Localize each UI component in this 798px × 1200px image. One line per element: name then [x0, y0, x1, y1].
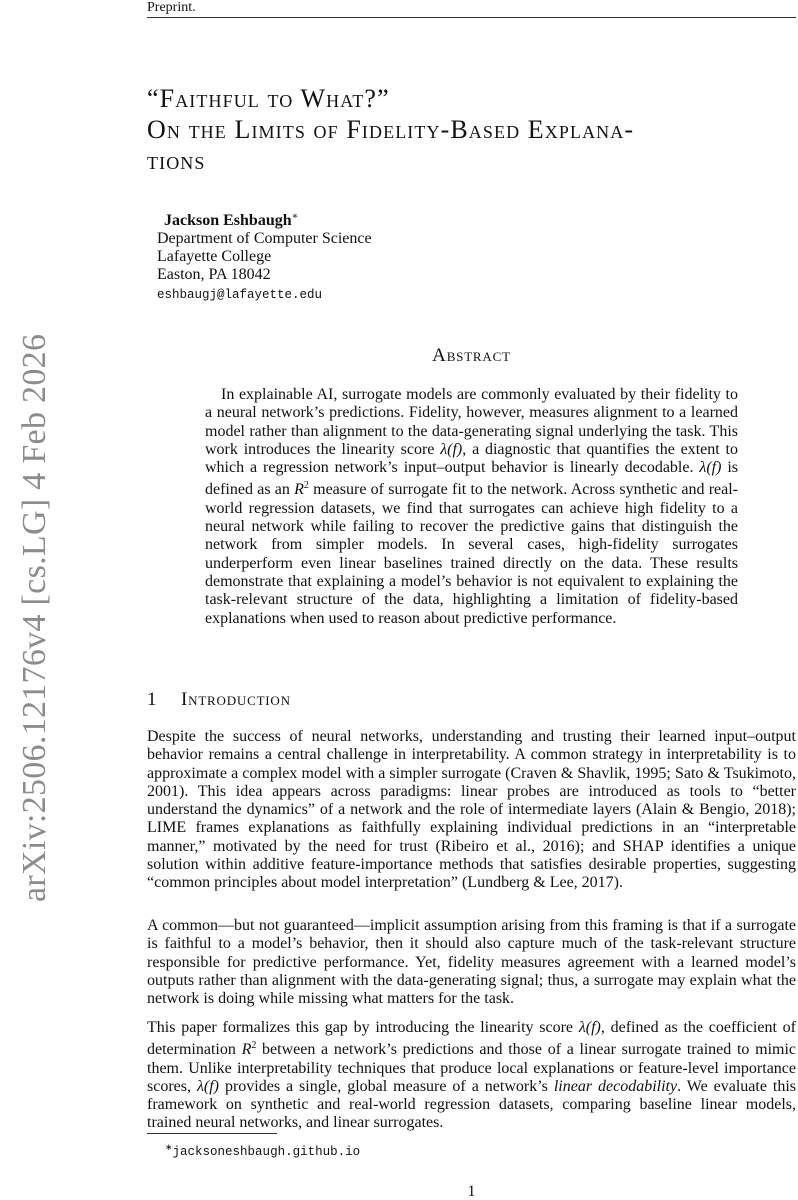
- running-header: [147, 0, 796, 18]
- p3-text-e: . We evaluate this framework on synthetic and real-world regression datasets, comparing baseline linear models, trained neural networks, and linear surrogates.: [147, 1077, 797, 1132]
- author-email: eshbaugj@lafayette.edu: [157, 288, 323, 302]
- p3-text-a: This paper formalizes this gap by introducing the linearity score: [147, 1019, 579, 1036]
- arxiv-identifier: arXiv:2506.12176v4 [cs.LG] 4 Feb 2026: [16, 333, 53, 902]
- abstract-r2-exp: 2: [303, 480, 309, 492]
- footnote-divider: [147, 1133, 277, 1134]
- p3-lambda: λ(f): [578, 1019, 601, 1036]
- author-location: Easton, PA 18042: [157, 266, 271, 283]
- p3-r2-base: R: [241, 1041, 252, 1059]
- abstract-lambda-2: λ(f): [699, 459, 722, 477]
- paper-title: [147, 83, 797, 176]
- footnote-mark: ∗: [165, 1142, 173, 1152]
- running-title: Preprint.: [147, 0, 196, 15]
- section-title: Introduction: [181, 689, 291, 710]
- author-footnote-mark: ∗: [291, 211, 299, 222]
- footnote-link[interactable]: jacksoneshbaugh.github.io: [172, 1145, 361, 1159]
- abstract-text-d: measure of surrogate fit to the network. Across synthetic and real-world regression datasets, we find that surrogates can achieve high fidelity to a neural network while failing to recover the predictive gains that distinguish the network from simpler models. In several cases, high-fidelity surrogates underperform even linear baselines trained directly on the data. These results demonstrate that explaining a model’s behavior is not equivalent to explaining the task-relevant structure of the data, highlighting a limitation of fidelity-based explanations when used to reason about predictive performance.: [205, 481, 738, 627]
- section-heading-introduction: [147, 689, 796, 711]
- author-block: [157, 208, 557, 306]
- abstract-heading: Abstract: [432, 345, 511, 366]
- abstract-r2-base: R: [294, 481, 304, 499]
- intro-paragraph-2: A common—but not guaranteed—implicit assumption arising from this framing is that if a surrogate is faithful to a model’s behavior, then it should also capture much of the task-relevant structure responsible for predictive performance. Yet, fidelity measures agreement with a learned model’s outputs rather than alignment with the data-generating signal; thus, a surrogate may explain what the network is doing while missing what matters for the task.: [147, 917, 796, 1008]
- abstract-text-c: is defined as an: [205, 459, 739, 499]
- p3-lambda-2: λ(f): [196, 1077, 219, 1095]
- abstract-text-b: , a diagnostic that quantifies the extent to which a regression network’s input–output behavior is linearly decodable.: [205, 440, 738, 477]
- author-name-text: Jackson Eshbaugh: [164, 212, 292, 229]
- title-line-2: On the Limits of Fidelity-Based Explana-: [147, 115, 635, 144]
- abstract-body: [205, 386, 738, 628]
- title-line-3: tions: [147, 146, 206, 175]
- intro-paragraph-1: Despite the success of neural networks, understanding and trusting their learned input–output behavior remains a central challenge in interpretability. A common strategy in interpretability is to approximate a complex model with a simpler surrogate (Craven & Shavlik, 1995; Sato & Tsukimoto, 2001). This idea appears across paradigms: linear probes are introduced as tools to “better understand the dynamics” of a network and the role of intermediate layers (Alain & Bengio, 2018); LIME frames explanations as faithfully explaining individual predictions in an “interpretable manner,” motivated by the need for trust (Ribeiro et al., 2016); and SHAP identifies a unique solution within additive feature-importance methods that satisfies desirable properties, suggesting “common principles about model interpretation” (Lundberg & Lee, 2017).: [147, 728, 796, 892]
- abstract-lambda: λ(f): [440, 440, 463, 458]
- author-name: [157, 208, 557, 230]
- p3-text-b: , defined as the coefficient of determination: [147, 1019, 796, 1059]
- p3-text-c: between a network’s predictions and those of a linear surrogate trained to mimic them. Unlike interpretability techniques that produce local explanations or feature-level importance scores,: [147, 1041, 797, 1095]
- arxiv-sidebar: [10, 0, 70, 1200]
- p3-text-d: provides a single, global measure of a network’s: [218, 1077, 554, 1095]
- section-number: 1: [147, 689, 158, 710]
- abstract-text-a: In explainable AI, surrogate models are commonly evaluated by their fidelity to a neural network’s predictions. Fidelity, however, measures alignment to a learned model rather than alignment to the data-generating signal underlying the task. This work introduces the linearity score: [205, 386, 738, 458]
- footnote: [165, 1139, 565, 1160]
- page-number: 1: [467, 1183, 476, 1200]
- p3-r2-exp: 2: [251, 1040, 257, 1052]
- intro-paragraph-3: [147, 1019, 796, 1133]
- author-department: Department of Computer Science: [157, 230, 372, 247]
- author-institution: Lafayette College: [157, 248, 272, 265]
- title-line-1: “Faithful to What?”: [147, 84, 390, 113]
- p3-emphasis: linear decodability: [553, 1077, 678, 1095]
